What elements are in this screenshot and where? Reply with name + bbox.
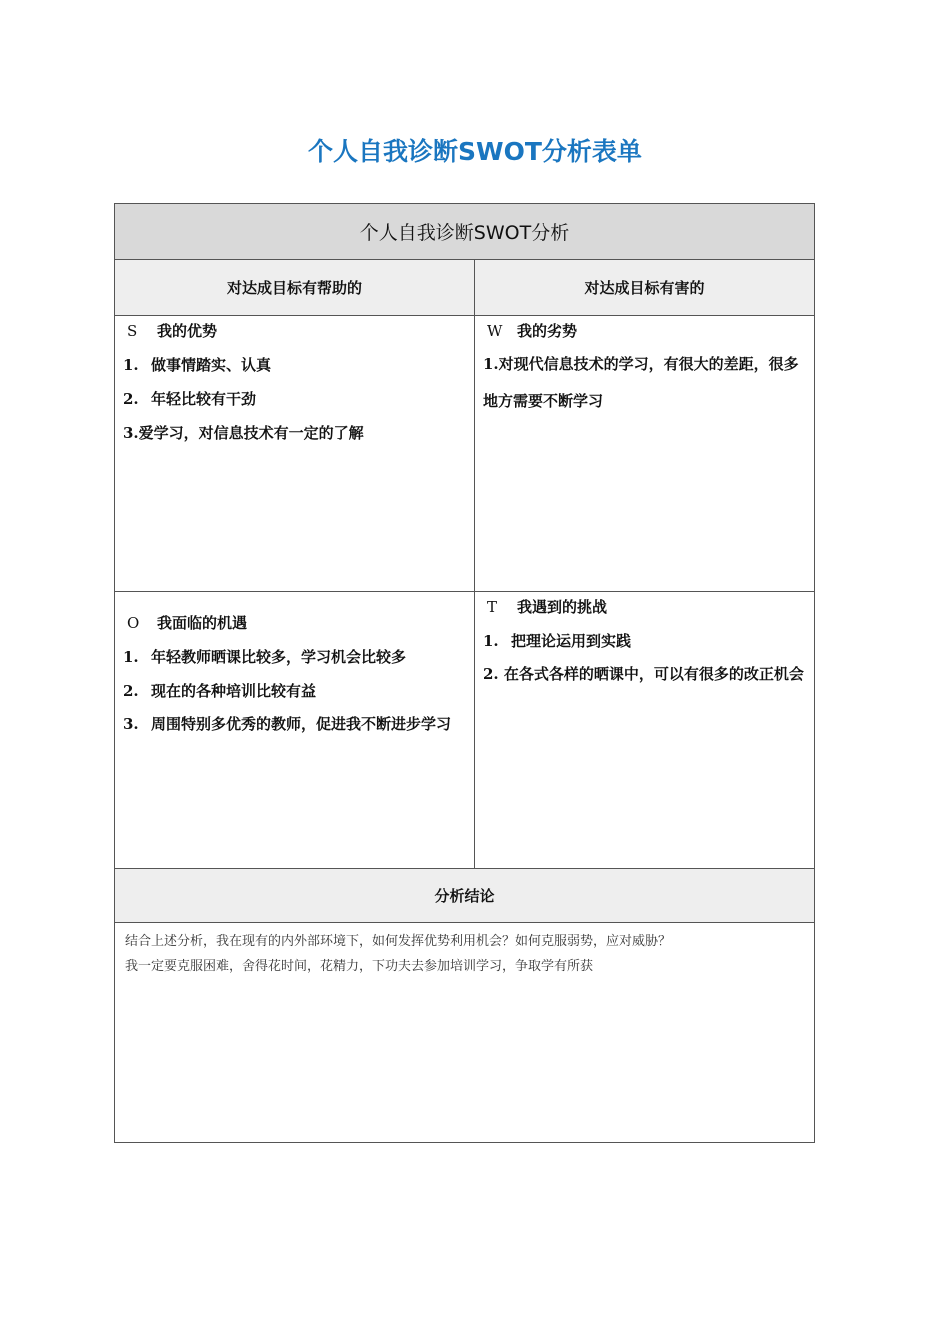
item-number: 1.	[123, 648, 139, 666]
list-item	[123, 680, 468, 702]
harmful-header: 对达成目标有害的	[475, 260, 814, 316]
item-text: 现在的各种培训比较有益	[151, 682, 317, 700]
item-text: 把理论运用到实践	[511, 632, 632, 650]
weaknesses-cell	[475, 316, 814, 592]
conclusion-line: 我一定要克服困难，舍得花时间，花精力，下功夫去参加培训学习，争取学有所获	[125, 959, 594, 974]
list-item	[123, 422, 468, 444]
item-number: 2.	[123, 390, 139, 408]
threats-text: 2. 在各式各样的晒课中，可以有很多的改正机会	[483, 665, 804, 683]
table-header: 个人自我诊断SWOT分析	[115, 204, 814, 260]
list-item	[123, 706, 468, 743]
strengths-letter: S	[127, 322, 138, 340]
strengths-cell	[115, 316, 475, 592]
document-title: 个人自我诊断SWOT分析表单	[308, 137, 642, 166]
conclusion-line: 结合上述分析，我在现有的内外部环境下，如何发挥优势利用机会？如何克服弱势，应对威胁？	[125, 934, 672, 949]
threats-title: 我遇到的挑战	[517, 598, 608, 616]
threats-letter: T	[487, 598, 498, 616]
opportunities-title: 我面临的机遇	[157, 614, 248, 632]
opportunities-heading	[123, 612, 468, 646]
opportunities-letter: O	[127, 614, 140, 632]
item-number: 1.	[483, 632, 499, 650]
conclusion-body	[115, 923, 814, 1142]
helpful-header: 对达成目标有帮助的	[115, 260, 475, 316]
threats-heading	[483, 596, 808, 630]
strengths-heading	[123, 320, 468, 354]
list-item	[123, 646, 468, 668]
opportunities-cell	[115, 592, 475, 868]
weaknesses-letter: W	[487, 322, 503, 340]
item-text: 年轻比较有干劲	[151, 390, 257, 408]
item-number: 1.	[123, 356, 139, 374]
list-item	[123, 354, 468, 376]
item-text: 3.爱学习，对信息技术有一定的了解	[123, 424, 364, 442]
item-number: 3.	[123, 715, 139, 733]
strengths-title: 我的优势	[157, 322, 218, 340]
item-text: 周围特别多优秀的教师，促进我不断进步学习	[151, 715, 452, 733]
conclusion-header: 分析结论	[115, 868, 814, 923]
weaknesses-text: 1.对现代信息技术的学习，有很大的差距，很多地方需要不断学习	[483, 355, 799, 410]
item-text: 做事情踏实、认真	[151, 356, 272, 374]
list-item	[483, 630, 808, 652]
column-headers	[115, 260, 814, 316]
threats-cell	[475, 592, 814, 868]
item-number: 2.	[123, 682, 139, 700]
list-item	[123, 388, 468, 410]
item-text: 年轻教师晒课比较多，学习机会比较多	[151, 648, 407, 666]
weaknesses-title: 我的劣势	[517, 322, 578, 340]
swot-table	[114, 203, 815, 1143]
